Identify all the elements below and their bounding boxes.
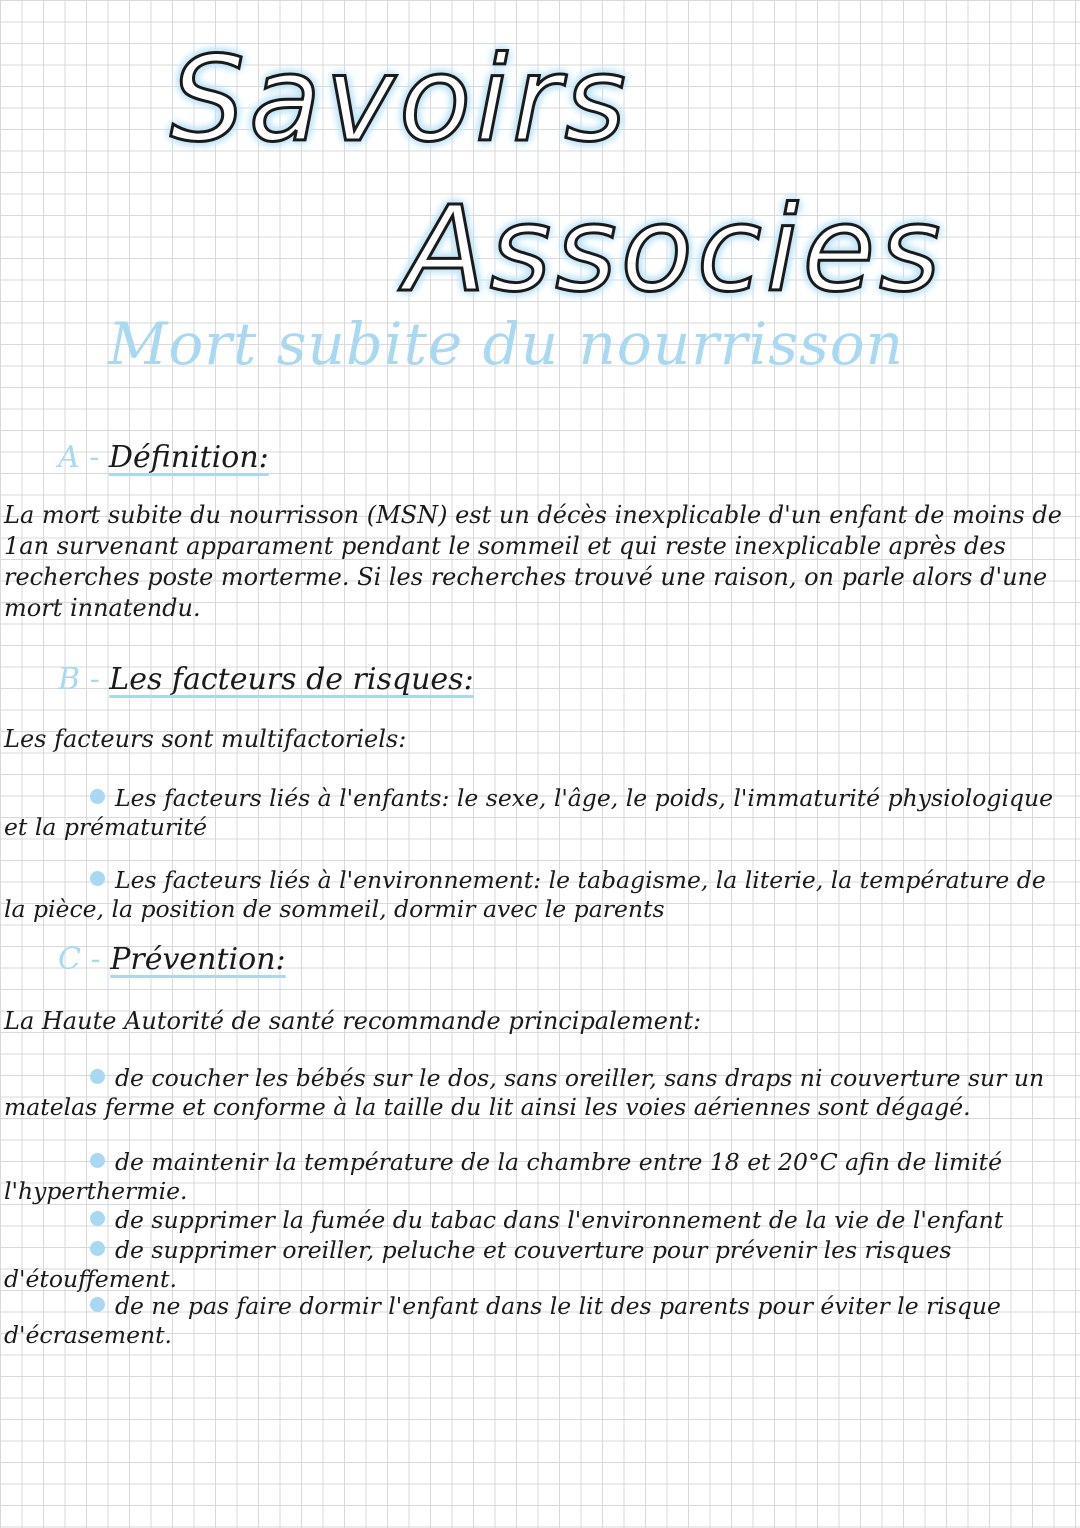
section-b-letter: B -: [58, 662, 100, 697]
section-c-intro: La Haute Autorité de santé recommande principalement:: [4, 1007, 702, 1035]
bullet-dot-icon: [90, 789, 105, 804]
bullet-text: Les facteurs liés à l'enfants: le sexe, l'âge, le poids, l'immaturité physiologique et la prématurité: [4, 784, 1054, 841]
title-line-1: Savoirs: [170, 30, 631, 168]
bullet-dot-icon: [90, 1297, 105, 1312]
section-a-title: Définition:: [108, 440, 269, 475]
section-b-title: Les facteurs de risques:: [109, 662, 474, 697]
bullet-text: de supprimer la fumée du tabac dans l'environnement de la vie de l'enfant: [115, 1206, 1004, 1234]
section-c-bullet-3: [4, 1206, 1072, 1235]
section-c-bullet-4: [4, 1236, 1072, 1294]
bullet-text: de maintenir la température de la chambre entre 18 et 20°C afin de limité l'hyperthermie.: [4, 1148, 1003, 1205]
section-a-heading: [58, 440, 269, 475]
section-c-bullet-5: [4, 1292, 1072, 1350]
bullet-dot-icon: [90, 1211, 105, 1226]
section-c-bullet-1: [4, 1064, 1072, 1122]
bullet-text: Les facteurs liés à l'environnement: le tabagisme, la literie, la température de la pièce, la position de sommeil, dormir avec le parents: [4, 866, 1046, 923]
bullet-dot-icon: [90, 1241, 105, 1256]
page-subtitle: Mort subite du nourrisson: [108, 310, 904, 378]
section-c-bullet-2: [4, 1148, 1072, 1206]
bullet-dot-icon: [90, 871, 105, 886]
section-b-intro: Les facteurs sont multifactoriels:: [4, 725, 407, 753]
section-b-heading: [58, 662, 474, 697]
bullet-dot-icon: [90, 1153, 105, 1168]
section-b-bullet-1: [4, 784, 1072, 842]
bullet-text: de coucher les bébés sur le dos, sans oreiller, sans draps ni couverture sur un matelas ferme et conforme à la taille du lit ainsi les voies aériennes sont dégagé.: [4, 1064, 1045, 1121]
section-a-letter: A -: [58, 440, 100, 475]
bullet-text: de supprimer oreiller, peluche et couverture pour prévenir les risques d'étouffement.: [4, 1236, 952, 1293]
section-a-text: La mort subite du nourrisson (MSN) est un décès inexplicable d'un enfant de moins de 1an survenant apparament pendant le sommeil et qui reste inexplicable après des recherches poste morterme. Si les recherches trouvé une raison, on parle alors d'une mort innatendu.: [4, 501, 1062, 622]
section-c-heading: [58, 942, 286, 977]
section-c-letter: C -: [58, 942, 101, 977]
bullet-text: de ne pas faire dormir l'enfant dans le lit des parents pour éviter le risque d'écrasement.: [4, 1292, 1001, 1349]
bullet-dot-icon: [90, 1069, 105, 1084]
section-c-title: Prévention:: [110, 942, 286, 977]
section-b-bullet-2: [4, 866, 1072, 924]
title-line-2: Associes: [405, 180, 945, 318]
